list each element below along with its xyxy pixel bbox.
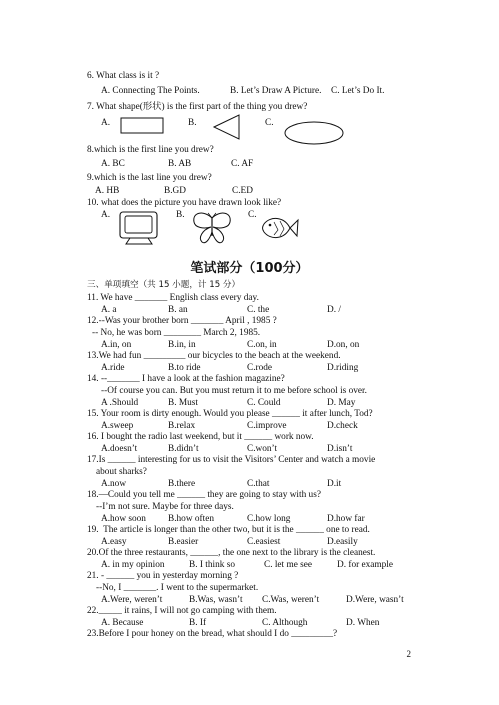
part3-heading: 三、单项填空（共 15 小题，计 15 分）	[87, 280, 241, 290]
q14-option-c: C. Could	[247, 398, 281, 408]
q23-stem: 23.Before I pour honey on the bread, what should I do _________?	[87, 629, 338, 639]
q9-stem: 9.which is the last line you drew?	[87, 173, 212, 183]
q11-option-d: D. /	[327, 305, 341, 315]
q20-option-c: C. let me see	[264, 560, 313, 570]
q21-option-d: D.Were, wasn’t	[346, 595, 404, 605]
q12-option-b: B.in, in	[168, 340, 196, 350]
q10-label-a: A.	[101, 210, 111, 220]
q15-option-c: C.improve	[247, 421, 287, 431]
q13-option-c: C.rode	[247, 363, 273, 373]
q11-option-b: B. an	[168, 305, 188, 315]
q17-stem: 17.Is ______ interesting for us to visit the Visitors’ Center and watch a movie	[87, 455, 376, 465]
q17-option-a: A.now	[101, 479, 127, 489]
q12-stem-2: -- No, he was born ________ March 2, 1985.	[92, 328, 261, 338]
q20-option-d: D. for example	[337, 560, 394, 570]
q9-option-a: A. HB	[95, 186, 120, 196]
q7-stem: 7. What shape(形状) is the first part of the thing you drew?	[87, 102, 308, 112]
q14-option-a: A .Should	[101, 398, 139, 408]
q13-option-d: D.riding	[327, 363, 359, 373]
q18-option-c: C.how long	[247, 514, 291, 524]
q16-option-c: C.won’t	[247, 444, 278, 454]
q6-stem: 6. What class is it ?	[87, 71, 160, 81]
q21-stem: 21. - ______ you in yesterday morning ?	[87, 571, 239, 581]
q14-stem-2: --Of course you can. But you must return it to me before school is over.	[101, 386, 367, 396]
q15-option-a: A.sweep	[101, 421, 134, 431]
q10-label-c: C.	[248, 210, 257, 220]
q17-option-d: D.it	[327, 479, 342, 489]
q18-option-d: D.how far	[327, 514, 365, 524]
q19-option-a: A.easy	[101, 537, 127, 547]
q13-option-a: A.ride	[101, 363, 125, 373]
ellipse-icon	[283, 120, 345, 146]
q20-stem: 20.Of the three restaurants, ______, the one next to the library is the cleanest.	[87, 548, 376, 558]
q10-stem: 10. what does the picture you have drawn look like?	[87, 198, 282, 208]
q13-option-b: B.to ride	[168, 363, 201, 373]
q6-option-b: B. Let’s Draw A Picture.	[230, 86, 322, 96]
q12-stem: 12.--Was your brother born _______ April , 1985 ?	[87, 316, 277, 326]
butterfly-icon	[190, 210, 234, 246]
q21-stem-2: --No, I _______. I went to the supermarket.	[96, 583, 259, 593]
q14-stem: 14. --_______ I have a look at the fashion magazine?	[87, 374, 285, 384]
q6-options	[87, 87, 407, 99]
q17-option-c: C.that	[247, 479, 270, 489]
q22-option-a: A. Because	[101, 618, 144, 628]
q12-option-c: C.on, in	[247, 340, 277, 350]
fish-icon	[258, 210, 300, 246]
q12-option-a: A.in, on	[101, 340, 132, 350]
q13-stem: 13.We had fun _________ our bicycles to the beach at the weekend.	[87, 351, 341, 361]
q22-option-d: D. When	[346, 618, 380, 628]
q19-option-c: C.easiest	[247, 537, 281, 547]
q9-option-c: C.ED	[232, 186, 253, 196]
q15-option-b: B.relax	[168, 421, 196, 431]
q15-option-d: D.check	[327, 421, 358, 431]
q11-option-a: A. a	[101, 305, 117, 315]
q16-stem: 16. I bought the radio last weekend, but it ______ work now.	[87, 432, 314, 442]
q8-stem: 8.which is the first line you drew?	[87, 145, 214, 155]
q21-option-b: B.Was, wasn’t	[189, 595, 243, 605]
q21-option-c: C.Was, weren’t	[262, 595, 320, 605]
q6-option-a: A. Connecting The Points.	[101, 86, 200, 96]
q22-stem: 22._____ it rains, I will not go camping with them.	[87, 606, 277, 616]
q7-label-b: B.	[188, 118, 197, 128]
q18-stem-2: --I’m not sure. Maybe for three days.	[96, 502, 234, 512]
q19-stem: 19. The article is longer than the other two, but it is the ______ one to read.	[87, 525, 370, 535]
q8-option-b: B. AB	[168, 159, 192, 169]
q18-option-b: B.how often	[168, 514, 214, 524]
q8-options	[87, 160, 287, 172]
q21-option-a: A.Were, weren’t	[101, 595, 163, 605]
q15-stem: 15. Your room is dirty enough. Would you please ______ it after lunch, Tod?	[87, 409, 373, 419]
written-section-title: 笔试部分（100分）	[190, 261, 309, 276]
triangle-icon	[212, 113, 242, 141]
q6-option-c: C. Let’s Do It.	[331, 86, 385, 96]
q16-option-b: B.didn’t	[168, 444, 199, 454]
q17-option-b: B.there	[168, 479, 196, 489]
q11-stem: 11. We have _______ English class every day.	[87, 293, 259, 303]
q14-option-d: D. May	[327, 398, 356, 408]
q8-option-c: C. AF	[231, 159, 254, 169]
q8-option-a: A. BC	[101, 159, 125, 169]
rectangle-icon	[120, 117, 164, 135]
q9-option-b: B.GD	[164, 186, 186, 196]
q22-option-c: C. Although	[262, 618, 308, 628]
q20-option-b: B. I think so	[189, 560, 235, 570]
q18-stem: 18.—Could you tell me ______ they are going to stay with us?	[87, 490, 321, 500]
q16-option-a: A.doesn’t	[101, 444, 138, 454]
q7-label-a: A.	[101, 118, 111, 128]
q12-option-d: D.on, on	[327, 340, 360, 350]
q11-option-c: C. the	[247, 305, 270, 315]
computer-monitor-icon	[118, 210, 160, 246]
q7-label-c: C.	[265, 118, 274, 128]
q10-label-b: B.	[176, 210, 185, 220]
page-number: 2	[406, 649, 411, 659]
q19-option-d: D.easily	[327, 537, 358, 547]
q17-stem-2: about sharks?	[96, 467, 147, 477]
q22-option-b: B. If	[189, 618, 207, 628]
q20-option-a: A. in my opinion	[101, 560, 165, 570]
q14-option-b: B. Must	[168, 398, 198, 408]
q18-option-a: A.how soon	[101, 514, 146, 524]
q19-option-b: B.easier	[168, 537, 199, 547]
q16-option-d: D.isn’t	[327, 444, 353, 454]
